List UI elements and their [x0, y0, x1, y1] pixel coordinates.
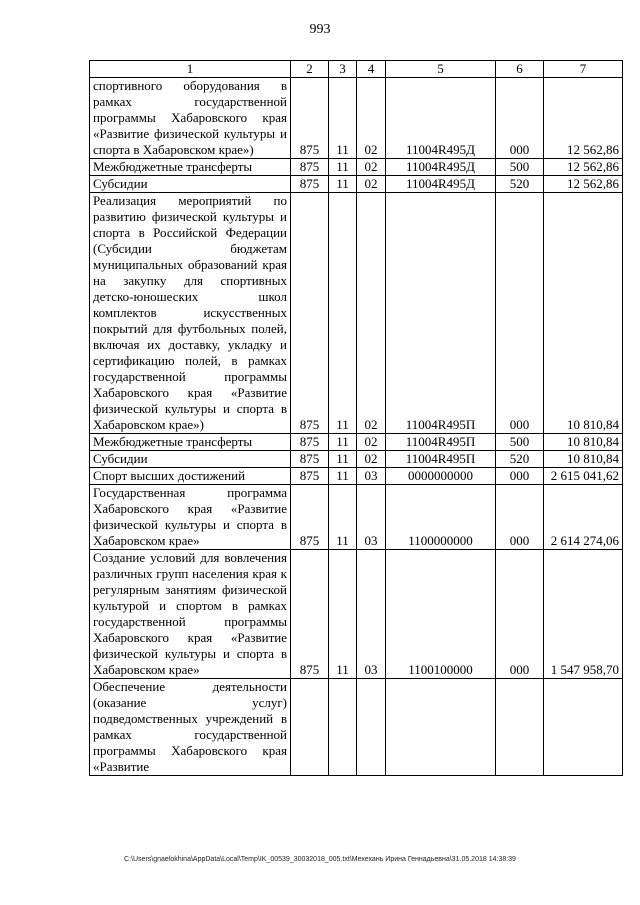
- cell-subsection: 02: [357, 176, 386, 193]
- cell-amount: 12 562,86: [544, 78, 623, 159]
- col-header: 6: [496, 61, 544, 78]
- cell-ministry: 875: [291, 468, 329, 485]
- cell-section: 11: [329, 159, 357, 176]
- cell-amount: 10 810,84: [544, 434, 623, 451]
- cell-target: 11004R495П: [386, 193, 496, 434]
- cell-ministry: 875: [291, 78, 329, 159]
- row-name: Обеспечение деятельности (оказание услуг) подведомственных учреждений в рамках государственной программы Хабаровского края «Развитие: [90, 679, 291, 776]
- cell-subsection: 02: [357, 451, 386, 468]
- cell-section: [329, 679, 357, 776]
- cell-ministry: 875: [291, 193, 329, 434]
- cell-expense-type: 000: [496, 550, 544, 679]
- table-row: [90, 468, 623, 485]
- cell-target: 11004R495Д: [386, 159, 496, 176]
- row-name: Субсидии: [90, 176, 291, 193]
- cell-amount: 10 810,84: [544, 193, 623, 434]
- cell-subsection: 03: [357, 485, 386, 550]
- cell-expense-type: 000: [496, 193, 544, 434]
- budget-table: [89, 60, 623, 776]
- cell-subsection: 03: [357, 550, 386, 679]
- cell-expense-type: 500: [496, 159, 544, 176]
- cell-target: 11004R495П: [386, 434, 496, 451]
- cell-section: 11: [329, 176, 357, 193]
- table-row: [90, 78, 623, 159]
- table-row: [90, 193, 623, 434]
- cell-expense-type: [496, 679, 544, 776]
- cell-ministry: 875: [291, 485, 329, 550]
- table-row: [90, 434, 623, 451]
- cell-section: 11: [329, 434, 357, 451]
- cell-subsection: 02: [357, 193, 386, 434]
- cell-target: [386, 679, 496, 776]
- cell-expense-type: 000: [496, 78, 544, 159]
- cell-amount: 2 614 274,06: [544, 485, 623, 550]
- cell-subsection: 02: [357, 78, 386, 159]
- row-name: Субсидии: [90, 451, 291, 468]
- cell-target: 11004R495Д: [386, 78, 496, 159]
- row-name: Межбюджетные трансферты: [90, 434, 291, 451]
- cell-amount: 1 547 958,70: [544, 550, 623, 679]
- col-header: 3: [329, 61, 357, 78]
- table-row: [90, 159, 623, 176]
- table-row: [90, 451, 623, 468]
- col-header: 4: [357, 61, 386, 78]
- cell-expense-type: 000: [496, 485, 544, 550]
- cell-section: 11: [329, 451, 357, 468]
- table-row: [90, 176, 623, 193]
- cell-section: 11: [329, 485, 357, 550]
- cell-subsection: 03: [357, 468, 386, 485]
- cell-subsection: [357, 679, 386, 776]
- cell-ministry: [291, 679, 329, 776]
- cell-expense-type: 500: [496, 434, 544, 451]
- cell-expense-type: 520: [496, 451, 544, 468]
- cell-target: 1100000000: [386, 485, 496, 550]
- page-number: 993: [309, 22, 331, 37]
- row-name: спортивного оборудования в рамках государственной программы Хабаровского края «Развитие физической культуры и спорта в Хабаровском крае»): [90, 78, 291, 159]
- table-header-row: [90, 61, 623, 78]
- cell-section: 11: [329, 550, 357, 679]
- cell-amount: 10 810,84: [544, 451, 623, 468]
- file-path-footer: C:\Users\gnaelokhina\AppData\Local\Temp\IK_00539_30032018_005.txt\Мехехань Ирина Геннадьевна\31.05.2018 14:38:39: [124, 856, 516, 863]
- cell-subsection: 02: [357, 159, 386, 176]
- col-header: 7: [544, 61, 623, 78]
- table-row: [90, 550, 623, 679]
- cell-target: 11004R495Д: [386, 176, 496, 193]
- cell-ministry: 875: [291, 550, 329, 679]
- cell-ministry: 875: [291, 176, 329, 193]
- table-row: [90, 485, 623, 550]
- cell-target: 11004R495П: [386, 451, 496, 468]
- row-name: Спорт высших достижений: [90, 468, 291, 485]
- cell-ministry: 875: [291, 451, 329, 468]
- cell-ministry: 875: [291, 434, 329, 451]
- col-header: 1: [90, 61, 291, 78]
- row-name: Реализация мероприятий по развитию физической культуры и спорта в Российской Федерации (Субсидии бюджетам муниципальных образований края на закупку для спортивных детско-юношеских школ комплектов искусственных покрытий для футбольных полей, включая их доставку, укладку и сертификацию полей, в рамках государственной программы Хабаровского края «Развитие физической культуры и спорта в Хабаровском крае»): [90, 193, 291, 434]
- cell-amount: [544, 679, 623, 776]
- cell-section: 11: [329, 468, 357, 485]
- cell-expense-type: 000: [496, 468, 544, 485]
- row-name: Межбюджетные трансферты: [90, 159, 291, 176]
- cell-target: 0000000000: [386, 468, 496, 485]
- cell-amount: 12 562,86: [544, 176, 623, 193]
- col-header: 5: [386, 61, 496, 78]
- cell-subsection: 02: [357, 434, 386, 451]
- cell-section: 11: [329, 193, 357, 434]
- cell-section: 11: [329, 78, 357, 159]
- cell-amount: 2 615 041,62: [544, 468, 623, 485]
- row-name: Государственная программа Хабаровского края «Развитие физической культуры и спорта в Хабаровском крае»: [90, 485, 291, 550]
- cell-expense-type: 520: [496, 176, 544, 193]
- table-row: [90, 679, 623, 776]
- col-header: 2: [291, 61, 329, 78]
- row-name: Создание условий для вовлечения различных групп населения края к регулярным занятиям физической культурой и спортом в рамках государственной программы Хабаровского края «Развитие физической культуры и спорта в Хабаровском крае»: [90, 550, 291, 679]
- cell-target: 1100100000: [386, 550, 496, 679]
- cell-amount: 12 562,86: [544, 159, 623, 176]
- cell-ministry: 875: [291, 159, 329, 176]
